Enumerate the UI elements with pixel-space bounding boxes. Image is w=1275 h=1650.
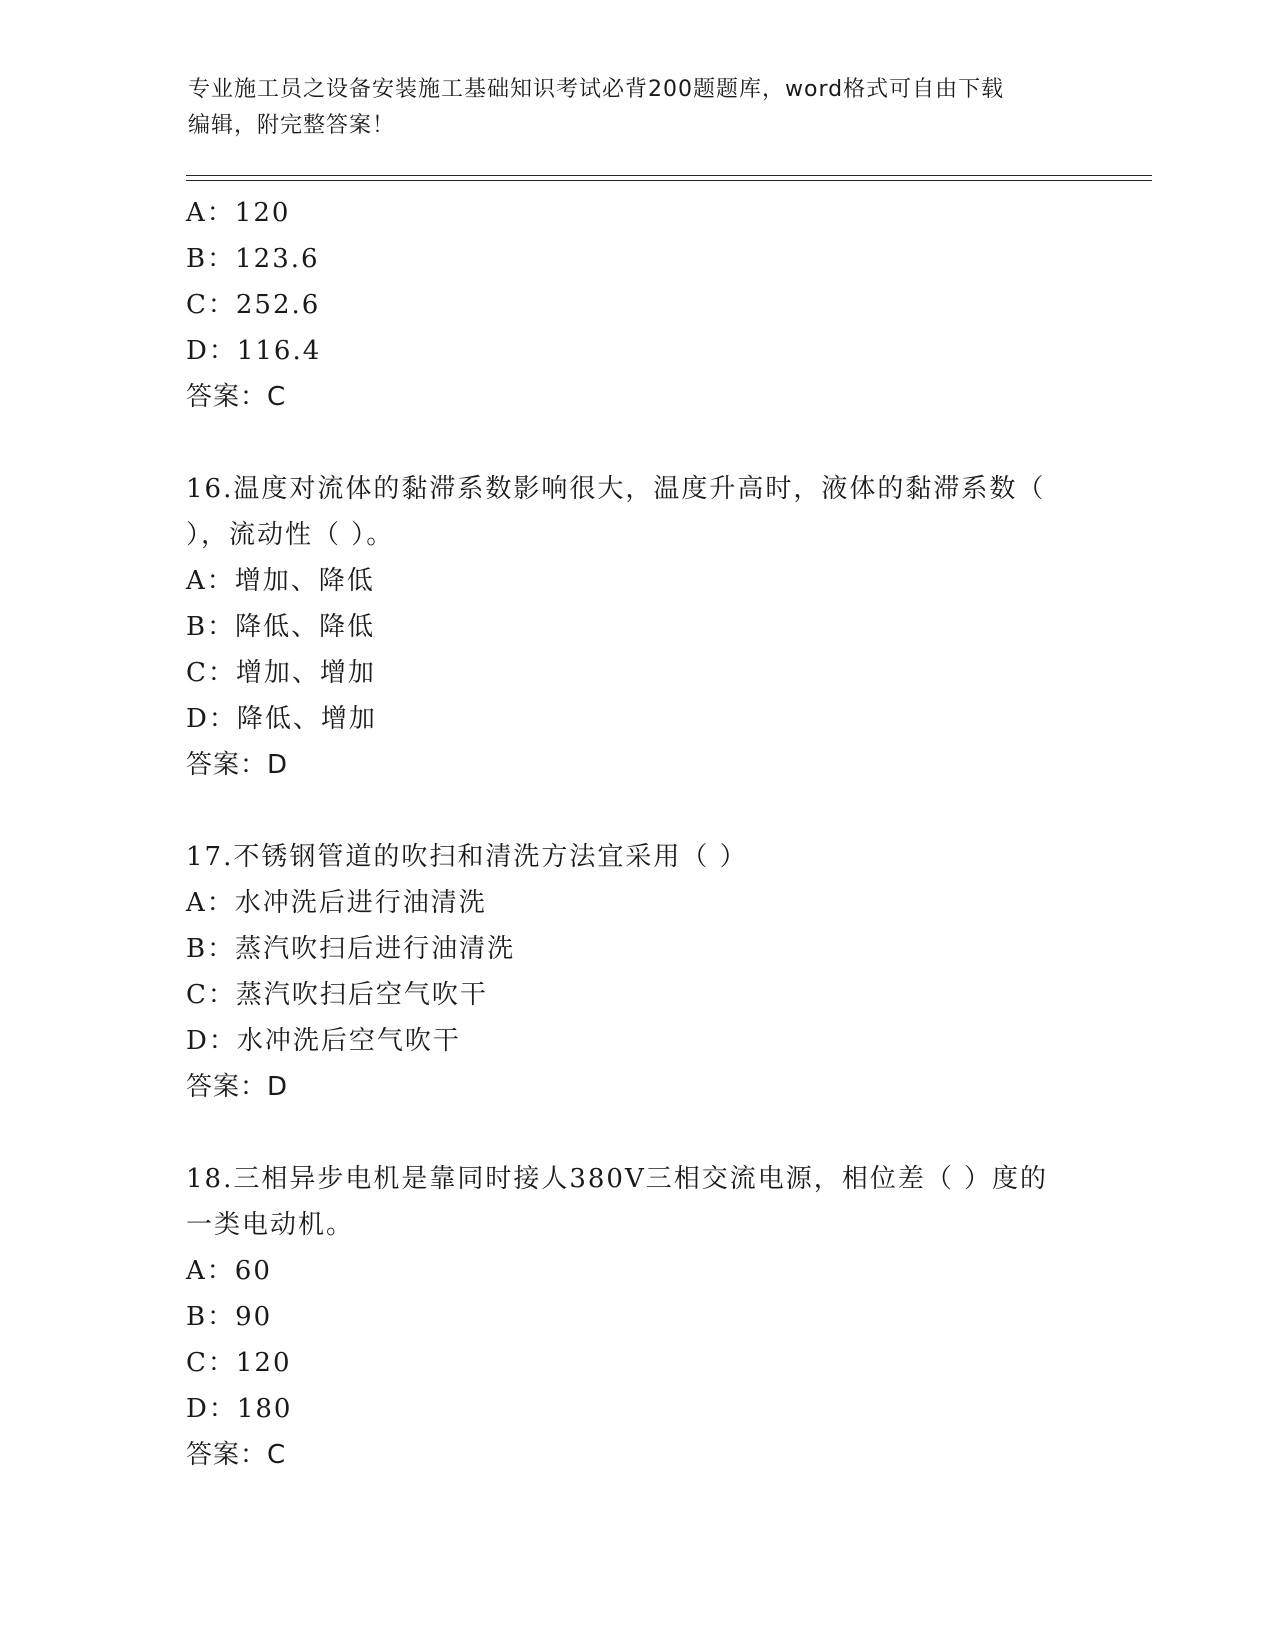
question-stem-line-1: 17.不锈钢管道的吹扫和清洗方法宜采用（ ）	[186, 842, 748, 872]
option-d: D：降低、增加	[186, 704, 377, 734]
option-a: A：增加、降低	[186, 566, 375, 596]
option-b: B：降低、降低	[186, 612, 376, 642]
answer: 答案：D	[186, 1072, 289, 1102]
answer: 答案：C	[186, 382, 287, 412]
question-17	[186, 834, 1086, 1110]
option-a: A：60	[186, 1256, 272, 1286]
document-header	[188, 72, 1068, 144]
option-c: C：蒸汽吹扫后空气吹干	[186, 980, 488, 1010]
option-d: D：116.4	[186, 336, 322, 366]
option-a: A：水冲洗后进行油清洗	[186, 888, 487, 918]
option-c: C：252.6	[186, 290, 321, 320]
answer: 答案：D	[186, 750, 289, 780]
question-15	[186, 190, 1086, 420]
question-18	[186, 1156, 1086, 1478]
option-c: C：120	[186, 1348, 292, 1378]
question-stem-line-2: 一类电动机。	[186, 1210, 355, 1240]
question-stem-line-1: 16.温度对流体的黏滞系数影响很大，温度升高时，液体的黏滞系数（	[186, 474, 1046, 504]
answer: 答案：C	[186, 1440, 287, 1470]
question-list	[186, 190, 1086, 1478]
header-line-1: 专业施工员之设备安装施工基础知识考试必背200题题库，word格式可自由下载	[188, 77, 1005, 102]
option-b: B：蒸汽吹扫后进行油清洗	[186, 934, 516, 964]
option-b: B：123.6	[186, 244, 320, 274]
header-rule-top	[186, 175, 1152, 176]
option-c: C：增加、增加	[186, 658, 376, 688]
question-stem-line-1: 18.三相异步电机是靠同时接人380V三相交流电源，相位差（ ）度的	[186, 1164, 1049, 1194]
option-d: D：水冲洗后空气吹干	[186, 1026, 461, 1056]
question-16	[186, 466, 1086, 788]
header-line-2: 编辑，附完整答案！	[188, 113, 396, 138]
question-stem-line-2: ），流动性（ ）。	[186, 520, 395, 550]
option-d: D：180	[186, 1394, 293, 1424]
option-b: B：90	[186, 1302, 273, 1332]
header-rule-bottom	[186, 180, 1152, 181]
option-a: A：120	[186, 198, 291, 228]
